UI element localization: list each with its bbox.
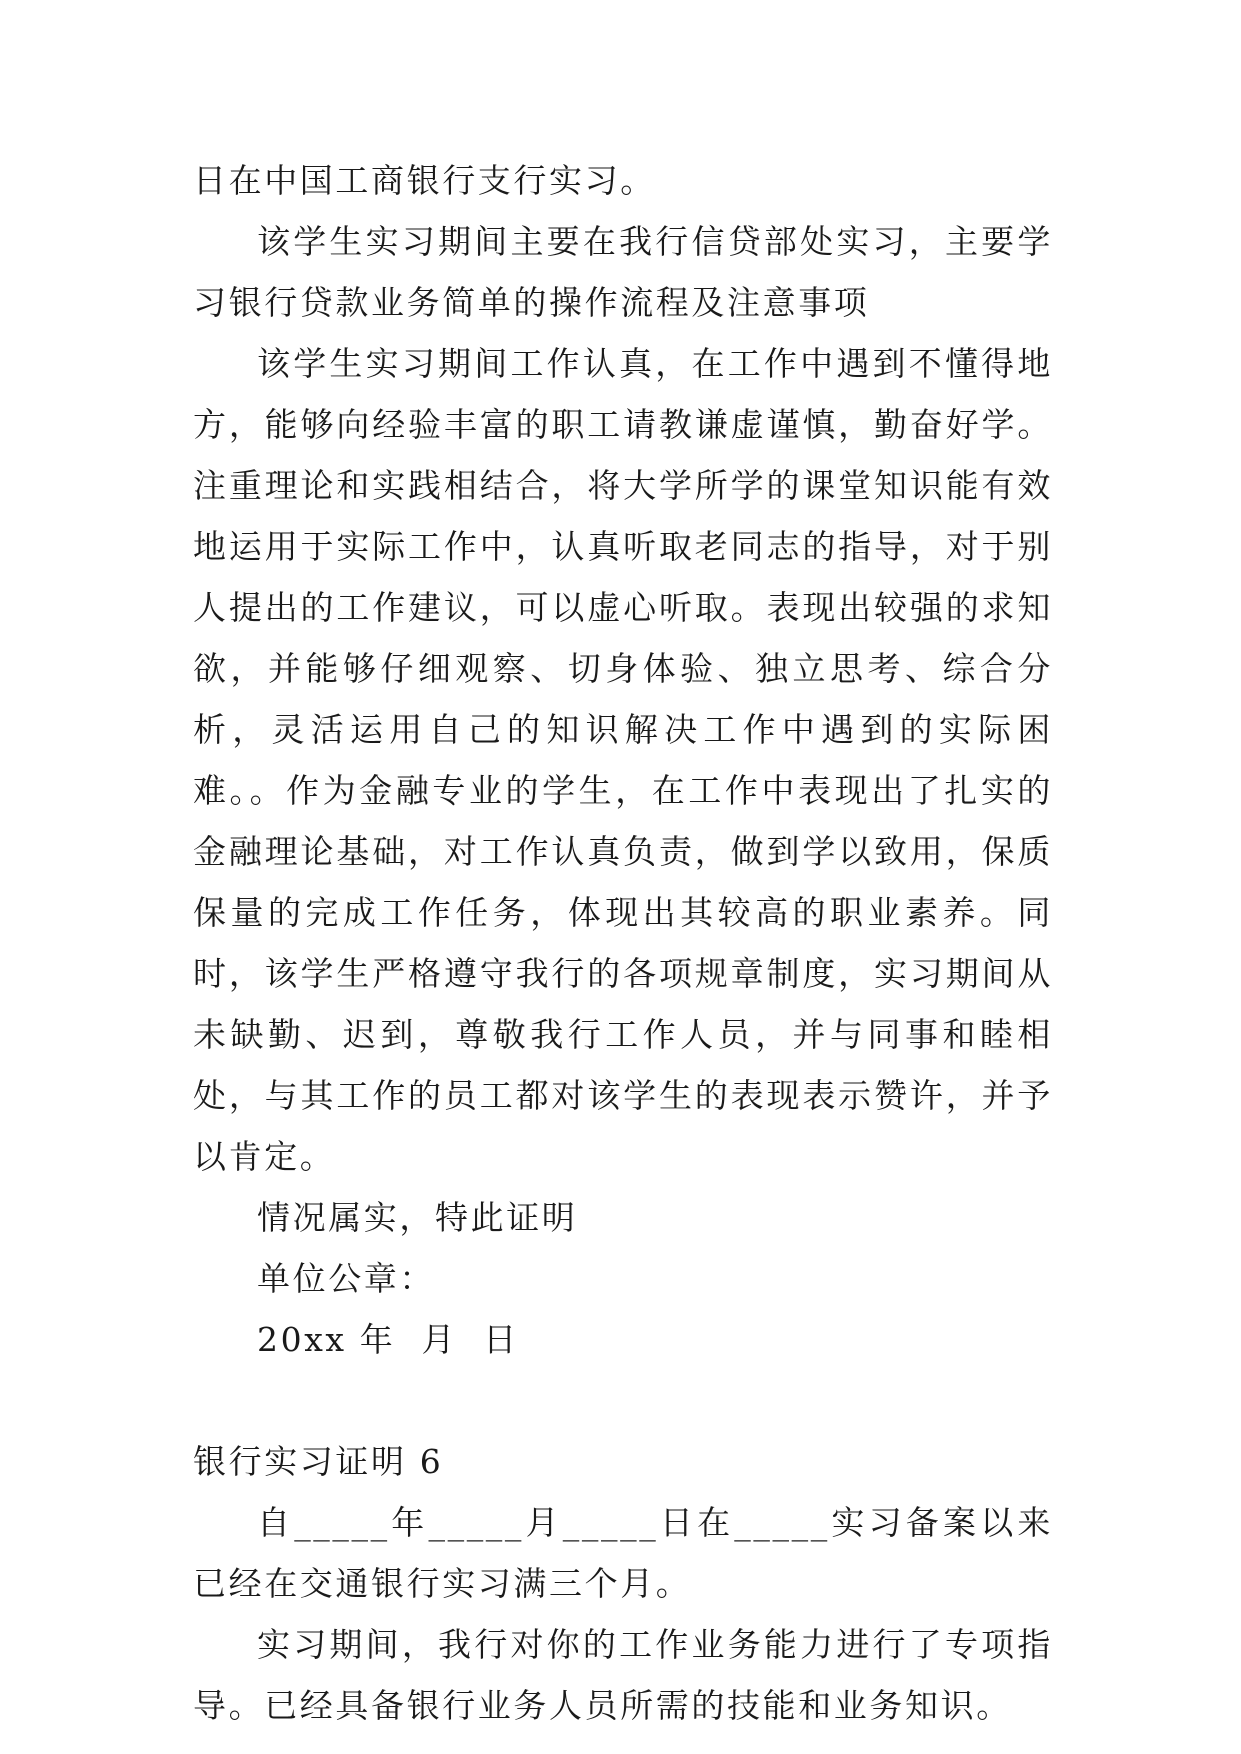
continuation-line: 日在中国工商银行支行实习。 <box>193 161 656 200</box>
guidance-paragraph: 实习期间，我行对你的工作业务能力进行了专项指导。已经具备银行业务人员所需的技能和业务知识。 <box>193 1625 1053 1725</box>
study-content-paragraph: 该学生实习期间主要在我行信贷部处实习，主要学习银行贷款业务简单的操作流程及注意事项 <box>193 222 1053 322</box>
seal-line: 单位公章： <box>257 1259 435 1298</box>
section-spacer <box>193 1370 1053 1431</box>
evaluation-paragraph: 该学生实习期间工作认真，在工作中遇到不懂得地方，能够向经验丰富的职工请教谦虚谨慎，勤奋好学。注重理论和实践相结合，将大学所学的课堂知识能有效地运用于实际工作中，认真听取老同志的指导，对于别人提出的工作建议，可以虚心听取。表现出较强的求知欲，并能够仔细观察、切身体验、独立思考、综合分析，灵活运用自己的知识解决工作中遇到的实际困难。。作为金融专业的学生，在工作中表现出了扎实的金融理论基础，对工作认真负责，做到学以致用，保质保量的完成工作任务，体现出其较高的职业素养。同时，该学生严格遵守我行的各项规章制度，实习期间从未缺勤、迟到，尊敬我行工作人员，并与同事和睦相处，与其工作的员工都对该学生的表现表示赞许，并予以肯定。 <box>193 344 1053 1176</box>
internship-period-paragraph: 自_____年_____月_____日在_____实习备案以来已经在交通银行实习满三个月。 <box>193 1503 1053 1603</box>
document-body <box>193 150 1053 1736</box>
certify-line: 情况属实，特此证明 <box>257 1198 578 1237</box>
section-title: 银行实习证明 6 <box>193 1442 444 1481</box>
date-line: 20xx 年 月 日 <box>257 1320 519 1359</box>
